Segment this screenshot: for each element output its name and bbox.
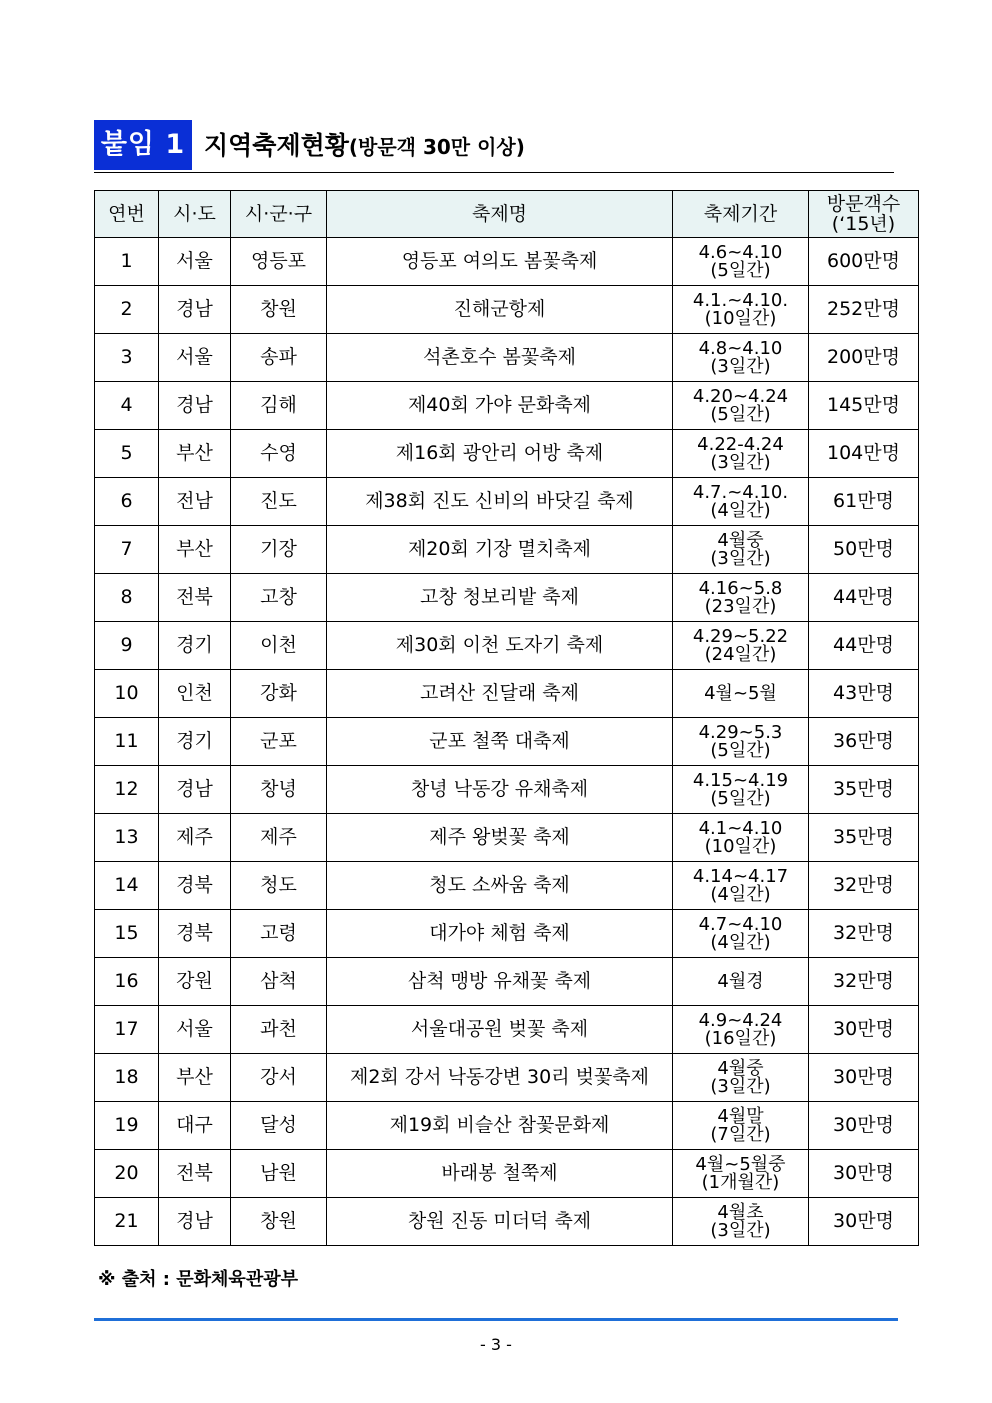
cell-period [673,910,809,958]
cell-no: 9 [95,622,159,670]
table-row [95,766,919,814]
cell-visitors: 145만명 [809,382,919,430]
cell-festival-name: 제16회 광안리 어방 축제 [327,430,673,478]
cell-sigungu: 제주 [231,814,327,862]
period-days: (10일간) [704,835,777,857]
footer-rule [94,1318,898,1321]
cell-sido: 서울 [159,238,231,286]
table-row [95,238,919,286]
cell-sigungu: 고령 [231,910,327,958]
cell-visitors: 36만명 [809,718,919,766]
cell-visitors: 30만명 [809,1198,919,1246]
cell-festival-name: 청도 소싸움 축제 [327,862,673,910]
table-row [95,382,919,430]
cell-sigungu: 강서 [231,1054,327,1102]
cell-festival-name: 제2회 강서 낙동강변 30리 벚꽃축제 [327,1054,673,1102]
page-number: - 3 - [480,1335,512,1354]
period-days: (16일간) [704,1027,777,1049]
cell-sido: 대구 [159,1102,231,1150]
cell-visitors: 32만명 [809,958,919,1006]
cell-sigungu: 삼척 [231,958,327,1006]
cell-visitors: 61만명 [809,478,919,526]
cell-sido: 부산 [159,1054,231,1102]
cell-sido: 제주 [159,814,231,862]
period-dates: 4.20~4.24 [692,385,789,407]
period-dates: 4.7~4.10 [698,913,783,935]
cell-sido: 부산 [159,430,231,478]
cell-no: 18 [95,1054,159,1102]
cell-period [673,718,809,766]
cell-visitors: 50만명 [809,526,919,574]
period-days: (24일간) [704,643,777,665]
period-dates: 4.29~5.3 [698,721,783,743]
cell-sido: 인천 [159,670,231,718]
cell-no: 15 [95,910,159,958]
table-row [95,718,919,766]
cell-festival-name: 제38회 진도 신비의 바닷길 축제 [327,478,673,526]
period-days: (7일간) [710,1123,771,1145]
period-days: (5일간) [710,787,771,809]
period-dates: 4.8~4.10 [698,337,783,359]
cell-period [673,526,809,574]
cell-visitors: 44만명 [809,574,919,622]
cell-sigungu: 강화 [231,670,327,718]
cell-sigungu: 송파 [231,334,327,382]
cell-visitors: 30만명 [809,1006,919,1054]
cell-visitors: 104만명 [809,430,919,478]
cell-sigungu: 진도 [231,478,327,526]
cell-visitors: 600만명 [809,238,919,286]
table-row [95,574,919,622]
table-row [95,526,919,574]
cell-sido: 경남 [159,1198,231,1246]
cell-festival-name: 제40회 가야 문화축제 [327,382,673,430]
header-festival-name: 축제명 [327,191,673,238]
table-body [95,238,919,1246]
cell-festival-name: 제20회 기장 멸치축제 [327,526,673,574]
cell-sigungu: 남원 [231,1150,327,1198]
period-dates: 4.22-4.24 [697,433,784,455]
period-dates: 4.15~4.19 [692,769,789,791]
cell-period [673,334,809,382]
cell-no: 4 [95,382,159,430]
period-days: (10일간) [704,307,777,329]
period-dates: 4월중 [717,1057,764,1079]
table-row [95,286,919,334]
period-dates: 4월경 [717,970,764,992]
header-sido: 시·도 [159,191,231,238]
cell-visitors: 252만명 [809,286,919,334]
period-days: (4일간) [710,931,771,953]
table-row [95,814,919,862]
period-days: (4일간) [710,499,771,521]
cell-period [673,478,809,526]
table-row [95,958,919,1006]
cell-period [673,574,809,622]
header-no: 연번 [95,191,159,238]
table-row [95,478,919,526]
cell-no: 1 [95,238,159,286]
cell-visitors: 35만명 [809,766,919,814]
period-dates: 4월~5월중 [695,1153,786,1175]
cell-period [673,430,809,478]
table-row [95,1054,919,1102]
section-heading [94,120,894,173]
cell-sido: 경기 [159,718,231,766]
table-row [95,1198,919,1246]
cell-sigungu: 달성 [231,1102,327,1150]
period-days: (3일간) [710,547,771,569]
period-dates: 4.6~4.10 [698,241,783,263]
cell-sigungu: 과천 [231,1006,327,1054]
period-dates: 4.1~4.10 [698,817,783,839]
source-note: ※ 출처 : 문화체육관광부 [98,1269,298,1290]
cell-sido: 경남 [159,766,231,814]
cell-festival-name: 제주 왕벚꽃 축제 [327,814,673,862]
cell-visitors: 200만명 [809,334,919,382]
cell-festival-name: 제19회 비슬산 참꽃문화제 [327,1102,673,1150]
cell-festival-name: 바래봉 철쭉제 [327,1150,673,1198]
cell-sigungu: 영등포 [231,238,327,286]
table-header-row [95,191,919,238]
cell-period [673,1102,809,1150]
cell-festival-name: 영등포 여의도 봄꽃축제 [327,238,673,286]
cell-sido: 전북 [159,574,231,622]
table-row [95,862,919,910]
table-row [95,1102,919,1150]
cell-period [673,622,809,670]
cell-sido: 경북 [159,862,231,910]
cell-no: 7 [95,526,159,574]
cell-period [673,238,809,286]
cell-festival-name: 군포 철쭉 대축제 [327,718,673,766]
cell-sido: 강원 [159,958,231,1006]
cell-no: 6 [95,478,159,526]
cell-sigungu: 고창 [231,574,327,622]
cell-visitors: 32만명 [809,910,919,958]
cell-no: 11 [95,718,159,766]
cell-visitors: 30만명 [809,1054,919,1102]
cell-period [673,1006,809,1054]
cell-no: 14 [95,862,159,910]
table-row [95,1006,919,1054]
cell-visitors: 44만명 [809,622,919,670]
festival-table [94,190,919,1246]
cell-period [673,382,809,430]
cell-no: 12 [95,766,159,814]
cell-festival-name: 창원 진동 미더덕 축제 [327,1198,673,1246]
cell-no: 8 [95,574,159,622]
cell-festival-name: 제30회 이천 도자기 축제 [327,622,673,670]
cell-visitors: 32만명 [809,862,919,910]
period-dates: 4.1.~4.10. [692,289,789,311]
cell-visitors: 35만명 [809,814,919,862]
period-days: (3일간) [710,451,771,473]
cell-period [673,862,809,910]
header-visitors: 방문객수 (‘15년) [809,191,919,238]
period-days: (3일간) [710,1075,771,1097]
cell-festival-name: 삼척 맹방 유채꽃 축제 [327,958,673,1006]
cell-period [673,670,809,718]
cell-sigungu: 청도 [231,862,327,910]
cell-festival-name: 고창 청보리밭 축제 [327,574,673,622]
cell-sido: 전남 [159,478,231,526]
period-dates: 4.29~5.22 [692,625,789,647]
cell-festival-name: 석촌호수 봄꽃축제 [327,334,673,382]
cell-festival-name: 서울대공원 벚꽃 축제 [327,1006,673,1054]
cell-festival-name: 대가야 체험 축제 [327,910,673,958]
cell-sigungu: 창원 [231,286,327,334]
cell-festival-name: 고려산 진달래 축제 [327,670,673,718]
cell-sigungu: 김해 [231,382,327,430]
cell-no: 2 [95,286,159,334]
cell-visitors: 43만명 [809,670,919,718]
cell-sido: 서울 [159,334,231,382]
table-row [95,1150,919,1198]
title-main: 지역축제현황 [204,131,349,160]
header-sigungu: 시·군·구 [231,191,327,238]
cell-no: 13 [95,814,159,862]
period-days: (5일간) [710,739,771,761]
period-days: (5일간) [710,403,771,425]
table-row [95,910,919,958]
cell-visitors: 30만명 [809,1102,919,1150]
period-dates: 4월말 [717,1105,764,1127]
cell-period [673,766,809,814]
cell-sido: 부산 [159,526,231,574]
cell-no: 10 [95,670,159,718]
cell-festival-name: 진해군항제 [327,286,673,334]
period-dates: 4월초 [717,1201,764,1223]
table-row [95,334,919,382]
period-dates: 4.16~5.8 [698,577,783,599]
cell-sigungu: 창원 [231,1198,327,1246]
period-days: (3일간) [710,1219,771,1241]
attachment-badge: 붙임 1 [94,120,192,170]
period-days: (3일간) [710,355,771,377]
page-title [204,120,525,170]
cell-period [673,1198,809,1246]
cell-sido: 경북 [159,910,231,958]
cell-no: 16 [95,958,159,1006]
table-row [95,670,919,718]
table-row [95,622,919,670]
cell-no: 5 [95,430,159,478]
cell-no: 19 [95,1102,159,1150]
cell-sigungu: 창녕 [231,766,327,814]
header-period: 축제기간 [673,191,809,238]
cell-sigungu: 기장 [231,526,327,574]
period-dates: 4.9~4.24 [698,1009,783,1031]
cell-sido: 전북 [159,1150,231,1198]
cell-no: 3 [95,334,159,382]
cell-sigungu: 군포 [231,718,327,766]
period-dates: 4.7.~4.10. [692,481,789,503]
cell-festival-name: 창녕 낙동강 유채축제 [327,766,673,814]
period-days: (4일간) [710,883,771,905]
cell-period [673,958,809,1006]
period-dates: 4.14~4.17 [692,865,789,887]
cell-sido: 서울 [159,1006,231,1054]
cell-sido: 경남 [159,382,231,430]
title-subtitle: (방문객 30만 이상) [348,135,525,159]
cell-no: 17 [95,1006,159,1054]
cell-sigungu: 수영 [231,430,327,478]
table-row [95,430,919,478]
cell-period [673,1150,809,1198]
cell-period [673,814,809,862]
cell-sido: 경남 [159,286,231,334]
period-days: (23일간) [704,595,777,617]
period-days: (5일간) [710,259,771,281]
period-dates: 4월중 [717,529,764,551]
cell-visitors: 30만명 [809,1150,919,1198]
cell-period [673,286,809,334]
cell-no: 21 [95,1198,159,1246]
period-dates: 4월~5월 [704,682,777,704]
cell-no: 20 [95,1150,159,1198]
cell-period [673,1054,809,1102]
cell-sigungu: 이천 [231,622,327,670]
cell-sido: 경기 [159,622,231,670]
period-days: (1개월간) [701,1171,780,1193]
